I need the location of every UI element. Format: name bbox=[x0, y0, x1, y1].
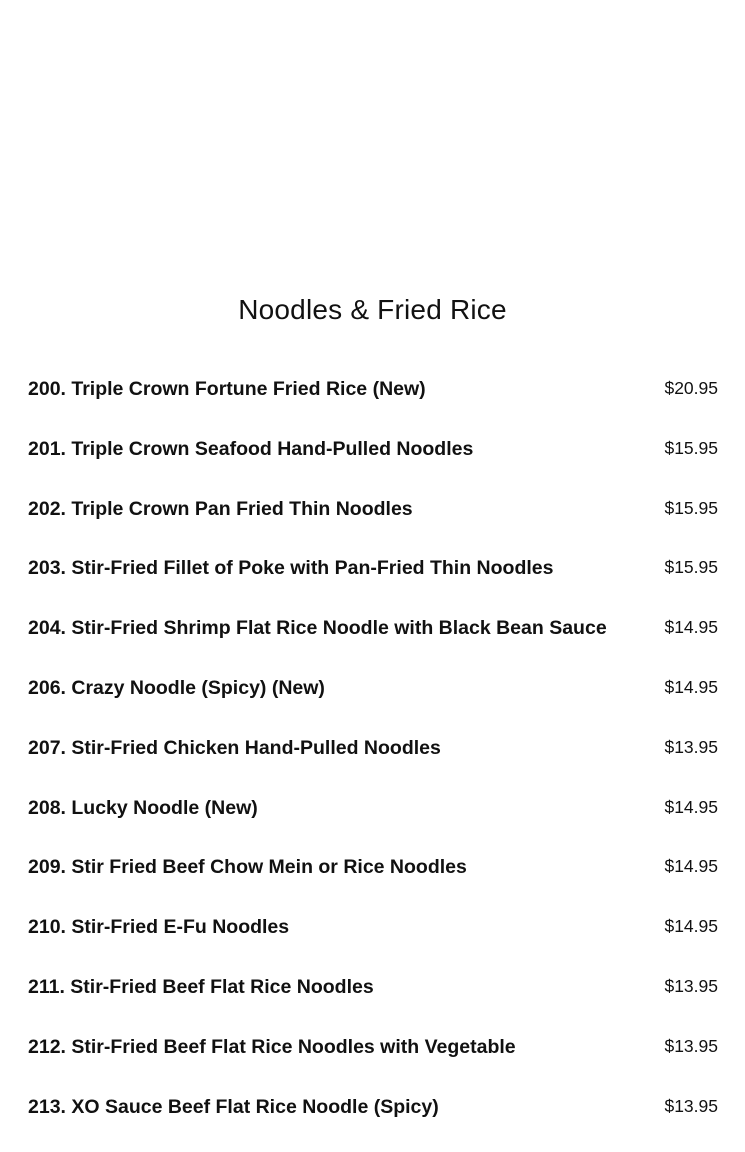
menu-item bbox=[28, 375, 718, 435]
menu-item-price: $14.95 bbox=[664, 617, 718, 638]
menu-item-name: 213. XO Sauce Beef Flat Rice Noodle (Spicy) bbox=[28, 1095, 439, 1118]
menu-item bbox=[28, 1093, 718, 1152]
menu-item-price: $14.95 bbox=[664, 796, 718, 817]
menu-item-name: 202. Triple Crown Pan Fried Thin Noodles bbox=[28, 497, 413, 520]
menu-item bbox=[28, 973, 718, 1033]
menu-item bbox=[28, 495, 718, 555]
menu-item-name: 200. Triple Crown Fortune Fried Rice (New) bbox=[28, 378, 426, 400]
menu-item-name: 201. Triple Crown Seafood Hand-Pulled Noodles bbox=[28, 437, 474, 460]
menu-item-name: 203. Stir-Fried Fillet of Poke with Pan-Fried Thin Noodles bbox=[28, 557, 554, 580]
menu-item-price: $14.95 bbox=[664, 676, 718, 697]
menu-item-name: 207. Stir-Fried Chicken Hand-Pulled Noodles bbox=[28, 736, 441, 759]
menu-item bbox=[28, 674, 718, 734]
menu-item bbox=[28, 734, 718, 794]
menu-item-price: $20.95 bbox=[664, 378, 718, 398]
menu-item bbox=[28, 794, 718, 854]
menu-item-price: $14.95 bbox=[664, 856, 718, 877]
menu-item-price: $13.95 bbox=[664, 736, 718, 757]
menu-item-name: 210. Stir-Fried E-Fu Noodles bbox=[28, 916, 290, 939]
menu-item-name: 211. Stir-Fried Beef Flat Rice Noodles bbox=[28, 975, 374, 998]
menu-item-price: $14.95 bbox=[664, 916, 718, 937]
menu-item-list bbox=[28, 375, 718, 1152]
menu-item-price: $13.95 bbox=[664, 1035, 718, 1056]
menu-item-name: 206. Crazy Noodle (Spicy) (New) bbox=[28, 676, 325, 699]
menu-item-name: 212. Stir-Fried Beef Flat Rice Noodles with Vegetable bbox=[28, 1035, 516, 1058]
menu-item bbox=[28, 853, 718, 913]
menu-item bbox=[28, 614, 718, 674]
menu-item bbox=[28, 1033, 718, 1093]
menu-item-name: 209. Stir Fried Beef Chow Mein or Rice Noodles bbox=[28, 856, 467, 879]
menu-section-title: Noodles & Fried Rice bbox=[238, 294, 507, 325]
menu-item-price: $15.95 bbox=[664, 437, 718, 458]
menu-item bbox=[28, 554, 718, 614]
menu-item bbox=[28, 913, 718, 973]
menu-item-price: $13.95 bbox=[664, 1095, 718, 1116]
menu-item-price: $13.95 bbox=[664, 975, 718, 996]
menu-item-name: 204. Stir-Fried Shrimp Flat Rice Noodle with Black Bean Sauce bbox=[28, 617, 607, 640]
menu-item bbox=[28, 435, 718, 495]
menu-item-name: 208. Lucky Noodle (New) bbox=[28, 796, 258, 819]
menu-item-price: $15.95 bbox=[664, 557, 718, 578]
menu-item-price: $15.95 bbox=[664, 497, 718, 518]
